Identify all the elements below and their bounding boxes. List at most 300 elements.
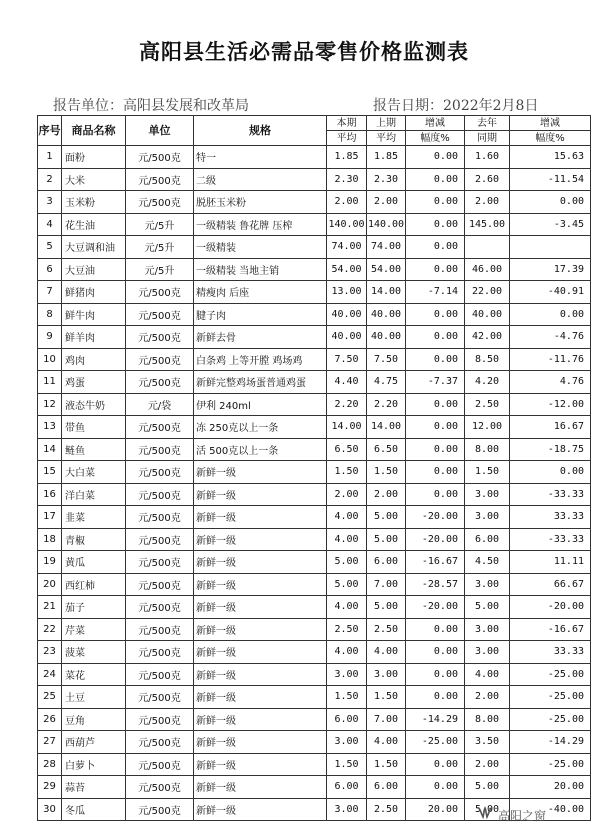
cell-current-avg: 2.00 (327, 191, 367, 214)
cell-current-avg: 5.00 (327, 573, 367, 596)
cell-unit: 元/500克 (126, 618, 194, 641)
cell-change-pct: 0.00 (406, 483, 465, 506)
cell-spec: 新鲜去骨 (194, 326, 327, 349)
cell-no: 27 (38, 731, 62, 754)
cell-yoy-pct: -11.76 (510, 348, 591, 371)
cell-no: 24 (38, 663, 62, 686)
cell-unit: 元/500克 (126, 708, 194, 731)
header-current-top: 本期 (327, 116, 367, 131)
cell-yoy-pct: 0.00 (510, 303, 591, 326)
cell-name: 西红柿 (62, 573, 126, 596)
cell-spec: 白条鸡 上等开膛 鸡场鸡 (194, 348, 327, 371)
cell-no: 9 (38, 326, 62, 349)
cell-lastyear: 3.50 (465, 731, 510, 754)
cell-change-pct: 0.00 (406, 416, 465, 439)
cell-yoy-pct: -25.00 (510, 663, 591, 686)
cell-lastyear: 3.00 (465, 573, 510, 596)
watermark-text: 高阳之窗 (498, 809, 547, 823)
cell-prev-avg: 14.00 (367, 281, 406, 304)
cell-yoy-pct: -14.29 (510, 731, 591, 754)
cell-no: 10 (38, 348, 62, 371)
cell-lastyear: 2.00 (465, 191, 510, 214)
table-row (38, 596, 591, 619)
cell-no: 3 (38, 191, 62, 214)
cell-current-avg: 40.00 (327, 326, 367, 349)
cell-lastyear: 2.60 (465, 168, 510, 191)
cell-unit: 元/500克 (126, 528, 194, 551)
cell-name: 大白菜 (62, 461, 126, 484)
cell-name: 鸡肉 (62, 348, 126, 371)
cell-unit: 元/500克 (126, 776, 194, 799)
cell-current-avg: 54.00 (327, 258, 367, 281)
table-row (38, 686, 591, 709)
cell-unit: 元/500克 (126, 438, 194, 461)
table-row (38, 303, 591, 326)
cell-change-pct: 0.00 (406, 686, 465, 709)
cell-name: 黄瓜 (62, 551, 126, 574)
table-row (38, 528, 591, 551)
cell-current-avg: 3.00 (327, 798, 367, 821)
cell-no: 5 (38, 236, 62, 259)
watermark (498, 807, 546, 824)
cell-current-avg: 2.50 (327, 618, 367, 641)
cell-no: 21 (38, 596, 62, 619)
cell-prev-avg: 6.00 (367, 551, 406, 574)
cell-name: 洋白菜 (62, 483, 126, 506)
cell-unit: 元/500克 (126, 551, 194, 574)
cell-change-pct: -7.14 (406, 281, 465, 304)
cell-name: 冬瓜 (62, 798, 126, 821)
cell-prev-avg: 1.50 (367, 686, 406, 709)
cell-prev-avg: 1.50 (367, 461, 406, 484)
table-row (38, 573, 591, 596)
table-row (38, 618, 591, 641)
cell-prev-avg: 54.00 (367, 258, 406, 281)
cell-yoy-pct: 0.00 (510, 191, 591, 214)
cell-change-pct: 0.00 (406, 326, 465, 349)
table-row (38, 663, 591, 686)
cell-name: 花生油 (62, 213, 126, 236)
cell-change-pct: 0.00 (406, 753, 465, 776)
cell-change-pct: 0.00 (406, 393, 465, 416)
cell-current-avg: 4.40 (327, 371, 367, 394)
cell-prev-avg: 2.00 (367, 191, 406, 214)
cell-yoy-pct: -40.00 (510, 798, 591, 821)
cell-change-pct: -20.00 (406, 596, 465, 619)
cell-current-avg: 4.00 (327, 506, 367, 529)
cell-no: 1 (38, 146, 62, 169)
cell-spec: 新鲜一级 (194, 618, 327, 641)
cell-current-avg: 6.00 (327, 708, 367, 731)
cell-lastyear: 2.50 (465, 393, 510, 416)
cell-lastyear: 8.00 (465, 438, 510, 461)
cell-name: 液态牛奶 (62, 393, 126, 416)
cell-current-avg: 1.50 (327, 461, 367, 484)
table-row (38, 551, 591, 574)
cell-change-pct: 0.00 (406, 461, 465, 484)
cell-prev-avg: 2.30 (367, 168, 406, 191)
cell-lastyear: 4.20 (465, 371, 510, 394)
cell-unit: 元/500克 (126, 416, 194, 439)
cell-prev-avg: 74.00 (367, 236, 406, 259)
table-body (38, 146, 591, 821)
cell-unit: 元/袋 (126, 393, 194, 416)
cell-prev-avg: 7.50 (367, 348, 406, 371)
cell-yoy-pct: -16.67 (510, 618, 591, 641)
cell-prev-avg: 4.00 (367, 731, 406, 754)
cell-yoy-pct: -12.00 (510, 393, 591, 416)
cell-no: 30 (38, 798, 62, 821)
cell-current-avg: 2.30 (327, 168, 367, 191)
cell-yoy-pct: -33.33 (510, 528, 591, 551)
cell-current-avg: 7.50 (327, 348, 367, 371)
table-row (38, 281, 591, 304)
cell-yoy-pct: 20.00 (510, 776, 591, 799)
cell-name: 菜花 (62, 663, 126, 686)
cell-spec: 活 500克以上一条 (194, 438, 327, 461)
cell-no: 15 (38, 461, 62, 484)
cell-yoy-pct: 66.67 (510, 573, 591, 596)
cell-unit: 元/500克 (126, 348, 194, 371)
table-row (38, 506, 591, 529)
cell-name: 土豆 (62, 686, 126, 709)
cell-current-avg: 4.00 (327, 596, 367, 619)
cell-yoy-pct: -11.54 (510, 168, 591, 191)
page-title: 高阳县生活必需品零售价格监测表 (139, 40, 469, 64)
cell-spec: 新鲜一级 (194, 708, 327, 731)
cell-lastyear: 8.00 (465, 708, 510, 731)
cell-yoy-pct: -25.00 (510, 708, 591, 731)
cell-prev-avg: 40.00 (367, 303, 406, 326)
table-row (38, 461, 591, 484)
table-row (38, 393, 591, 416)
header-lastyear-bottom: 同期 (465, 131, 510, 146)
cell-spec: 新鲜一级 (194, 641, 327, 664)
cell-no: 16 (38, 483, 62, 506)
cell-spec: 新鲜一级 (194, 551, 327, 574)
cell-change-pct: -14.29 (406, 708, 465, 731)
cell-yoy-pct: 15.63 (510, 146, 591, 169)
cell-change-pct: -25.00 (406, 731, 465, 754)
cell-prev-avg: 1.85 (367, 146, 406, 169)
cell-unit: 元/500克 (126, 281, 194, 304)
cell-no: 23 (38, 641, 62, 664)
cell-no: 17 (38, 506, 62, 529)
cell-yoy-pct: 17.39 (510, 258, 591, 281)
cell-spec: 新鲜一级 (194, 731, 327, 754)
cell-prev-avg: 5.00 (367, 596, 406, 619)
cell-lastyear: 22.00 (465, 281, 510, 304)
cell-lastyear: 1.60 (465, 146, 510, 169)
cell-spec: 新鲜一级 (194, 776, 327, 799)
cell-no: 11 (38, 371, 62, 394)
cell-name: 豆角 (62, 708, 126, 731)
cell-current-avg: 3.00 (327, 731, 367, 754)
header-change-bottom: 幅度% (406, 131, 465, 146)
table-row (38, 416, 591, 439)
cell-unit: 元/500克 (126, 731, 194, 754)
cell-change-pct: 0.00 (406, 776, 465, 799)
cell-yoy-pct: -20.00 (510, 596, 591, 619)
cell-lastyear: 5.00 (465, 596, 510, 619)
table-row (38, 753, 591, 776)
cell-name: 大豆调和油 (62, 236, 126, 259)
cell-unit: 元/500克 (126, 753, 194, 776)
cell-spec: 一级精装 当地主销 (194, 258, 327, 281)
cell-prev-avg: 14.00 (367, 416, 406, 439)
cell-lastyear: 4.00 (465, 663, 510, 686)
cell-name: 鲜猪肉 (62, 281, 126, 304)
cell-lastyear: 12.00 (465, 416, 510, 439)
cell-no: 28 (38, 753, 62, 776)
cell-prev-avg: 2.50 (367, 798, 406, 821)
cell-change-pct: 0.00 (406, 191, 465, 214)
cell-change-pct: 0.00 (406, 168, 465, 191)
cell-spec: 一级精装 (194, 236, 327, 259)
cell-change-pct: 0.00 (406, 236, 465, 259)
cell-lastyear: 5.00 (465, 798, 510, 821)
cell-prev-avg: 140.00 (367, 213, 406, 236)
table-row (38, 326, 591, 349)
cell-current-avg: 3.00 (327, 663, 367, 686)
cell-name: 鲜羊肉 (62, 326, 126, 349)
table-row (38, 348, 591, 371)
header-no: 序号 (38, 116, 62, 146)
cell-lastyear: 40.00 (465, 303, 510, 326)
table-row (38, 371, 591, 394)
cell-no: 8 (38, 303, 62, 326)
cell-lastyear (465, 236, 510, 259)
cell-current-avg: 2.00 (327, 483, 367, 506)
cell-lastyear: 5.00 (465, 776, 510, 799)
cell-lastyear: 3.00 (465, 641, 510, 664)
cell-unit: 元/500克 (126, 326, 194, 349)
cell-unit: 元/500克 (126, 483, 194, 506)
cell-spec: 新鲜一级 (194, 753, 327, 776)
report-unit: 报告单位：高阳县发展和改革局 (53, 98, 249, 114)
cell-spec: 新鲜一级 (194, 663, 327, 686)
cell-change-pct: 0.00 (406, 618, 465, 641)
cell-current-avg: 13.00 (327, 281, 367, 304)
cell-yoy-pct: -40.91 (510, 281, 591, 304)
header-change-top: 增减 (406, 116, 465, 131)
cell-name: 大豆油 (62, 258, 126, 281)
cell-spec: 特一 (194, 146, 327, 169)
cell-name: 鲜牛肉 (62, 303, 126, 326)
cell-prev-avg: 40.00 (367, 326, 406, 349)
cell-lastyear: 6.00 (465, 528, 510, 551)
cell-prev-avg: 7.00 (367, 708, 406, 731)
cell-prev-avg: 2.20 (367, 393, 406, 416)
cell-change-pct: 0.00 (406, 663, 465, 686)
cell-spec: 新鲜一级 (194, 798, 327, 821)
cell-yoy-pct: -33.33 (510, 483, 591, 506)
table-row (38, 708, 591, 731)
table-row (38, 191, 591, 214)
cell-change-pct: -20.00 (406, 528, 465, 551)
cell-name: 韭菜 (62, 506, 126, 529)
cell-prev-avg: 3.00 (367, 663, 406, 686)
cell-name: 西葫芦 (62, 731, 126, 754)
cell-yoy-pct: -3.45 (510, 213, 591, 236)
cell-current-avg: 6.50 (327, 438, 367, 461)
cell-no: 2 (38, 168, 62, 191)
cell-change-pct: 0.00 (406, 146, 465, 169)
cell-prev-avg: 7.00 (367, 573, 406, 596)
table-row (38, 483, 591, 506)
cell-yoy-pct: 16.67 (510, 416, 591, 439)
cell-yoy-pct: 33.33 (510, 506, 591, 529)
table-row (38, 236, 591, 259)
cell-current-avg: 1.50 (327, 686, 367, 709)
cell-current-avg: 4.00 (327, 641, 367, 664)
cell-current-avg: 4.00 (327, 528, 367, 551)
cell-current-avg: 2.20 (327, 393, 367, 416)
cell-prev-avg: 2.50 (367, 618, 406, 641)
cell-spec: 一级精装 鲁花牌 压榨 (194, 213, 327, 236)
cell-current-avg: 6.00 (327, 776, 367, 799)
cell-prev-avg: 2.00 (367, 483, 406, 506)
cell-lastyear: 4.50 (465, 551, 510, 574)
cell-current-avg: 5.00 (327, 551, 367, 574)
cell-spec: 新鲜一级 (194, 573, 327, 596)
table-row (38, 438, 591, 461)
table-row (38, 641, 591, 664)
cell-spec: 新鲜一级 (194, 528, 327, 551)
table-header (38, 116, 591, 146)
cell-unit: 元/500克 (126, 168, 194, 191)
cell-name: 青椒 (62, 528, 126, 551)
table-row (38, 776, 591, 799)
cell-unit: 元/500克 (126, 663, 194, 686)
cell-name: 鲢鱼 (62, 438, 126, 461)
cell-change-pct: 0.00 (406, 348, 465, 371)
cell-change-pct: -16.67 (406, 551, 465, 574)
cell-current-avg: 40.00 (327, 303, 367, 326)
cell-change-pct: 0.00 (406, 641, 465, 664)
cell-no: 12 (38, 393, 62, 416)
cell-prev-avg: 6.50 (367, 438, 406, 461)
cell-unit: 元/500克 (126, 461, 194, 484)
cell-lastyear: 42.00 (465, 326, 510, 349)
cell-lastyear: 3.00 (465, 618, 510, 641)
header-name: 商品名称 (62, 116, 126, 146)
cell-spec: 新鲜一级 (194, 686, 327, 709)
table-row (38, 731, 591, 754)
cell-no: 7 (38, 281, 62, 304)
table-row (38, 168, 591, 191)
cell-lastyear: 46.00 (465, 258, 510, 281)
cell-prev-avg: 4.75 (367, 371, 406, 394)
cell-no: 4 (38, 213, 62, 236)
cell-change-pct: -28.57 (406, 573, 465, 596)
cell-change-pct: 0.00 (406, 213, 465, 236)
header-spec: 规格 (194, 116, 327, 146)
cell-lastyear: 145.00 (465, 213, 510, 236)
cell-prev-avg: 1.50 (367, 753, 406, 776)
cell-lastyear: 1.50 (465, 461, 510, 484)
cell-spec: 新鲜一级 (194, 483, 327, 506)
cell-unit: 元/500克 (126, 596, 194, 619)
cell-no: 20 (38, 573, 62, 596)
header-prev-top: 上期 (367, 116, 406, 131)
header-lastyear-top: 去年 (465, 116, 510, 131)
cell-yoy-pct: -18.75 (510, 438, 591, 461)
cell-current-avg: 74.00 (327, 236, 367, 259)
cell-spec: 二级 (194, 168, 327, 191)
header-unit: 单位 (126, 116, 194, 146)
cell-no: 29 (38, 776, 62, 799)
cell-yoy-pct: 0.00 (510, 461, 591, 484)
cell-name: 白萝卜 (62, 753, 126, 776)
cell-unit: 元/500克 (126, 573, 194, 596)
cell-name: 鸡蛋 (62, 371, 126, 394)
cell-name: 玉米粉 (62, 191, 126, 214)
wechat-channel-icon (476, 805, 494, 821)
cell-prev-avg: 6.00 (367, 776, 406, 799)
cell-spec: 脱胚玉米粉 (194, 191, 327, 214)
report-date: 报告日期：2022年2月8日 (373, 98, 539, 114)
cell-spec: 新鲜一级 (194, 506, 327, 529)
cell-name: 面粉 (62, 146, 126, 169)
cell-change-pct: -7.37 (406, 371, 465, 394)
cell-unit: 元/500克 (126, 191, 194, 214)
cell-spec: 新鲜一级 (194, 596, 327, 619)
cell-yoy-pct: -25.00 (510, 753, 591, 776)
cell-lastyear: 2.00 (465, 686, 510, 709)
cell-yoy-pct: -4.76 (510, 326, 591, 349)
cell-current-avg: 1.50 (327, 753, 367, 776)
cell-current-avg: 1.85 (327, 146, 367, 169)
cell-prev-avg: 4.00 (367, 641, 406, 664)
header-yoy-top: 增减 (510, 116, 591, 131)
cell-unit: 元/500克 (126, 146, 194, 169)
cell-no: 14 (38, 438, 62, 461)
table-row (38, 213, 591, 236)
cell-yoy-pct: -25.00 (510, 686, 591, 709)
cell-prev-avg: 5.00 (367, 528, 406, 551)
cell-yoy-pct (510, 236, 591, 259)
cell-name: 带鱼 (62, 416, 126, 439)
header-prev-bottom: 平均 (367, 131, 406, 146)
cell-change-pct: 0.00 (406, 438, 465, 461)
cell-yoy-pct: 33.33 (510, 641, 591, 664)
cell-spec: 腱子肉 (194, 303, 327, 326)
cell-current-avg: 140.00 (327, 213, 367, 236)
cell-name: 大米 (62, 168, 126, 191)
cell-unit: 元/500克 (126, 798, 194, 821)
cell-spec: 新鲜完整鸡场蛋普通鸡蛋 (194, 371, 327, 394)
cell-unit: 元/500克 (126, 641, 194, 664)
cell-no: 18 (38, 528, 62, 551)
cell-unit: 元/500克 (126, 506, 194, 529)
cell-no: 25 (38, 686, 62, 709)
header-yoy-bottom: 幅度% (510, 131, 591, 146)
cell-current-avg: 14.00 (327, 416, 367, 439)
cell-no: 26 (38, 708, 62, 731)
cell-name: 菠菜 (62, 641, 126, 664)
cell-lastyear: 3.00 (465, 483, 510, 506)
cell-change-pct: 20.00 (406, 798, 465, 821)
cell-unit: 元/5升 (126, 236, 194, 259)
cell-name: 茄子 (62, 596, 126, 619)
cell-name: 芹菜 (62, 618, 126, 641)
cell-yoy-pct: 4.76 (510, 371, 591, 394)
cell-spec: 伊利 240ml (194, 393, 327, 416)
cell-spec: 精瘦肉 后座 (194, 281, 327, 304)
cell-spec: 新鲜一级 (194, 461, 327, 484)
cell-yoy-pct: 11.11 (510, 551, 591, 574)
